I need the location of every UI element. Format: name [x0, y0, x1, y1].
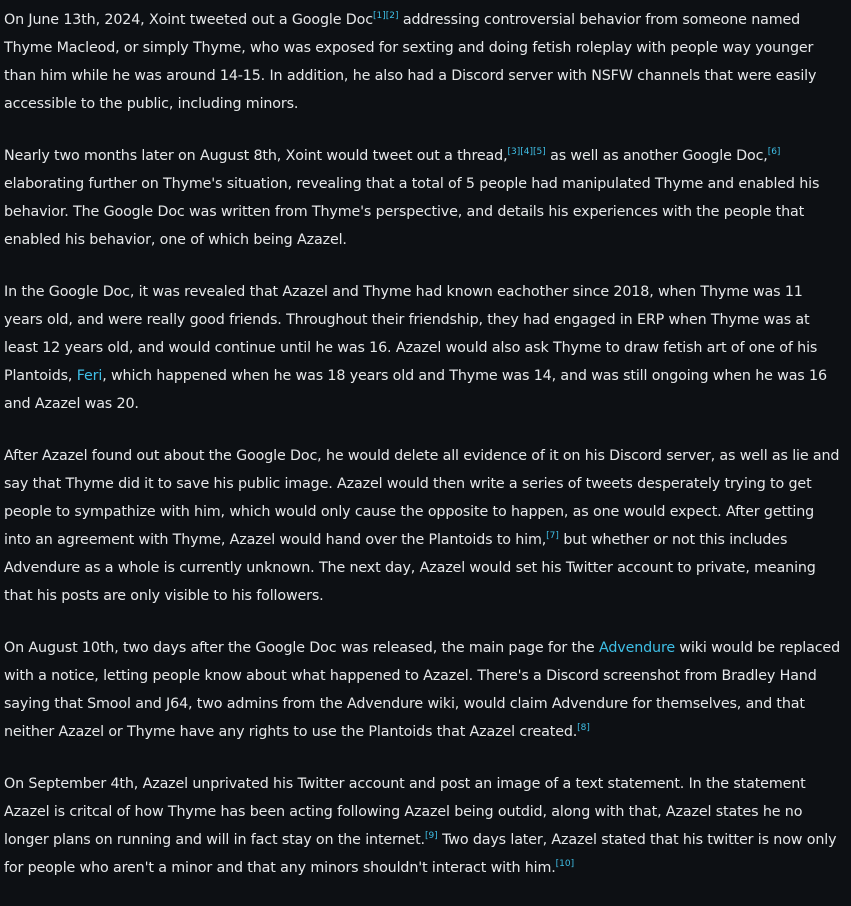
paragraph-text: Two days later, Azazel stated that his twitter is now only for people who aren't a minor and that any minors shouldn't interact with him. — [4, 832, 837, 876]
paragraph-text: , which happened when he was 18 years old and Thyme was 14, and was still ongoing when he was 16 and Azazel was 20. — [4, 368, 827, 412]
link-feri[interactable]: Feri — [76, 368, 103, 384]
paragraph-text: addressing controversial behavior from someone named Thyme Macleod, or simply Thyme, who was exposed for sexting and doing fetish roleplay with people way younger than him while he was around 14-15. In addition, he also had a Discord server with NSFW channels that were easily accessible to the public, including minors. — [4, 12, 817, 112]
citation-8[interactable]: [8] — [577, 723, 590, 733]
citation-1[interactable]: [1] — [372, 11, 386, 21]
paragraph-text: elaborating further on Thyme's situation, revealing that a total of 5 people had manipulated Thyme and enabled his behavior. The Google Doc was written from Thyme's perspective, and details his experiences with the people that enabled his behavior, one of which being Azazel. — [4, 176, 820, 248]
paragraph-text: On August 10th, two days after the Google Doc was released, the main page for the — [4, 640, 599, 656]
citation-9[interactable]: [9] — [424, 831, 438, 841]
paragraph-text: On September 4th, Azazel unprivated his Twitter account and post an image of a text statement. In the statement Azazel is critcal of how Thyme has been acting following Azazel being outdid, along with that, Azazel states he no longer plans on running and will in fact stay on the internet. — [4, 776, 806, 848]
article-body — [4, 6, 844, 906]
paragraph-text: as well as another Google Doc, — [545, 148, 768, 164]
paragraph-text: After Azazel found out about the Google Doc, he would delete all evidence of it on his Discord server, as well as lie and say that Thyme did it to save his public image. Azazel would then write a series of tweets desperately trying to get people to sympathize with him, which would only cause the opposite to happen, as one would expect. After getting into an agreement with Thyme, Azazel would hand over the Plantoids to him, — [4, 448, 840, 548]
paragraph-azazel-response — [4, 442, 844, 610]
paragraph-xoint-thread — [4, 142, 844, 254]
paragraph-wiki-notice — [4, 634, 844, 746]
citation-3[interactable]: [3] — [507, 147, 521, 157]
paragraph-text: wiki would be replaced with a notice, letting people know about what happened to Azazel. There's a Discord screenshot from Bradley Hand saying that Smool and J64, two admins from the Advendure wiki, would claim Advendure for themselves, and that neither Azazel or Thyme have any rights to use the Plantoids that Azazel created. — [4, 640, 840, 740]
paragraph-google-doc-details — [4, 278, 844, 418]
citation-2[interactable]: [2] — [385, 11, 399, 21]
link-advendure[interactable]: Advendure — [598, 640, 676, 656]
citation-6[interactable]: [6] — [767, 147, 781, 157]
citation-5[interactable]: [5] — [532, 147, 546, 157]
paragraph-xoint-google-doc — [4, 6, 844, 118]
citation-4[interactable]: [4] — [520, 147, 533, 157]
citation-10[interactable]: [10] — [555, 859, 575, 869]
paragraph-text: In the Google Doc, it was revealed that Azazel and Thyme had known eachother since 2018, when Thyme was 11 years old, and were really good friends. Throughout their friendship, they had engaged in ERP when Thyme was at least 12 years old, and would continue until he was 16. Azazel would also ask Thyme to draw fetish art of one of his Plantoids, — [4, 284, 818, 384]
paragraph-september-statement — [4, 770, 844, 882]
paragraph-text: Nearly two months later on August 8th, Xoint would tweet out a thread, — [4, 148, 508, 164]
paragraph-text: but whether or not this includes Advendure as a whole is currently unknown. The next day, Azazel would set his Twitter account to private, meaning that his posts are only visible to his followers. — [4, 532, 816, 604]
paragraph-text: On June 13th, 2024, Xoint tweeted out a Google Doc — [4, 12, 373, 28]
citation-7[interactable]: [7] — [546, 531, 559, 541]
